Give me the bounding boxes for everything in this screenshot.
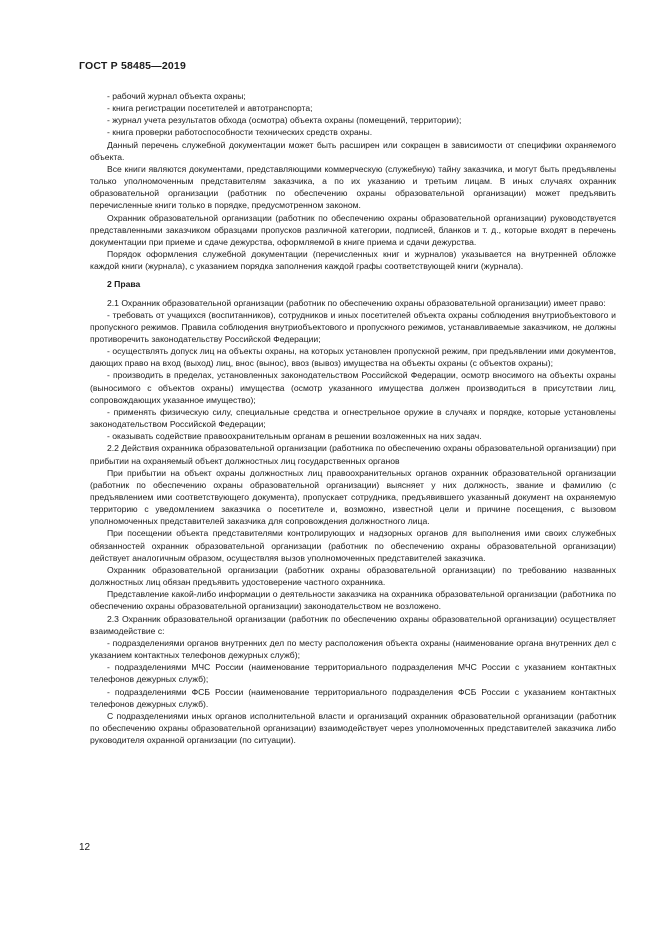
list-item: - применять физическую силу, специальные средства и огнестрельное оружие в случаях и порядке, которые установлены законодательством Российской Федерации; — [90, 406, 616, 430]
paragraph: Охранник образовательной организации (работник по обеспечению охраны образовательной организации) руководствуется представленными заказчиком образцами пропусков различной категории, подписей, бланков и т. д., которые входят в перечень документации при приеме и сдаче дежурства, оформляемой в книге приема и сдачи дежурства. — [90, 212, 616, 247]
list-item: - требовать от учащихся (воспитанников), сотрудников и иных посетителей объекта охраны соблюдения внутриобъектового и пропускного режимов. Правила соблюдения внутриобъектового и пропускного режимов, устанавливаемые заказчиком, не должны противоречить законодательству Российской Федерации; — [90, 309, 616, 344]
document-body — [90, 90, 616, 746]
list-item: - рабочий журнал объекта охраны; — [107, 91, 246, 101]
list-item: - подразделениями ФСБ России (наименование территориального подразделения ФСБ России с указанием контактных телефонов дежурных служб). — [90, 686, 616, 709]
paragraph: 2.2 Действия охранника образовательной организации (работника по обеспечению охраны образовательной организации) при прибытии на охраняемый объект должностных лиц государственных органов — [90, 443, 616, 466]
list-item: - производить в пределах, установленных законодательством Российской Федерации, осмотр вносимого на объекты охраны (выносимого с объектов охраны) имущества (осмотр указанного имущества должен производиться в присутствии лиц, сопровождающих указанное имущество); — [90, 370, 616, 405]
paragraph: Охранник образовательной организации (работник охраны образовательной организации) по требованию названных должностных лиц обязан предъявить удостоверение частного охранника. — [90, 564, 616, 588]
paragraph: При посещении объекта представителями контролирующих и надзорных органов для выполнения ими своих служебных обязанностей охранник образовательной организации (работник по обеспечению охраны образовательной организации) действует аналогичным образом, осуществляя вызов уполномоченных представителей заказчика. — [90, 528, 616, 563]
paragraph: Порядок оформления служебной документации (перечисленных книг и журналов) указывается на внутренней обложке каждой книги (журнала), с указанием порядка заполнения каждой графы соответствующей книги (журнала). — [90, 249, 616, 272]
list-item: - журнал учета результатов обхода (осмотра) объекта охраны (помещений, территории); — [107, 115, 462, 126]
list-item: - осуществлять допуск лиц на объекты охраны, на которых установлен пропускной режим, при предъявлении ими документов, дающих право на вход (выход) лиц, внос (вынос), ввоз (вывоз) имущества на объекты охраны (с объектов охраны); — [90, 346, 616, 369]
paragraph: При прибытии на объект охраны должностных лиц правоохранительных органов охранник образовательной организации (работник по обеспечению охраны образовательной организации) выясняет у них должность, звание и фамилию (с предъявлением ими соответствующего документа), пропускает сотрудника, предъявившего указанный документ на охраняемую территорию с уведомлением заказчика о посетителе и, возможно, известной цели и причине посещения, с вызовом уполномоченных представителей заказчика для сопровождения должностного лица. — [90, 467, 616, 527]
list-item: - оказывать содействие правоохранительным органам в решении возложенных на них задач. — [107, 431, 482, 442]
list-item: - подразделениями органов внутренних дел по месту расположения объекта охраны (наименование органа внутренних дел с указанием контактных телефонов дежурных служб); — [90, 637, 616, 661]
list-item: - подразделениями МЧС России (наименование территориального подразделения МЧС России с указанием контактных телефонов дежурных служб); — [90, 662, 616, 685]
paragraph: Данный перечень служебной документации может быть расширен или сокращен в зависимости от специфики охраняемого объекта. — [90, 139, 616, 162]
section-heading: 2 Права — [107, 279, 141, 290]
paragraph: 2.3 Охранник образовательной организации (работник по обеспечению охраны образовательной организации) осуществляет взаимодействие с: — [90, 613, 616, 636]
list-item: - книга регистрации посетителей и автотранспорта; — [107, 103, 313, 114]
paragraph: 2.1 Охранник образовательной организации (работник по обеспечению охраны образовательной организации) имеет право: — [107, 297, 606, 308]
paragraph: Представление какой-либо информации о деятельности заказчика на охранника образовательной организации (работника по обеспечению охраны образовательной организации) законодательством не возложено. — [90, 589, 616, 612]
list-item: - книга проверки работоспособности технических средств охраны. — [107, 127, 373, 138]
document-code: ГОСТ Р 58485—2019 — [79, 60, 187, 72]
paragraph: С подразделениями иных органов исполнительной власти и организаций охранник образовательной организации (работник по обеспечению охраны образовательной организации) взаимодействует через уполномоченных представителей заказчика либо руководителя охранной организации (по ситуации). — [90, 710, 616, 746]
paragraph: Все книги являются документами, представляющими коммерческую (служебную) тайну заказчика, и могут быть предъявлены только уполномоченным представителям заказчика, а по их указанию и третьим лицам. В иных случаях охранник образовательной организации (работник по обеспечению охраны образовательной организации) может предъявить перечисленные книги только в порядке, предусмотренном законом. — [90, 163, 616, 211]
page-number: 12 — [79, 842, 91, 853]
